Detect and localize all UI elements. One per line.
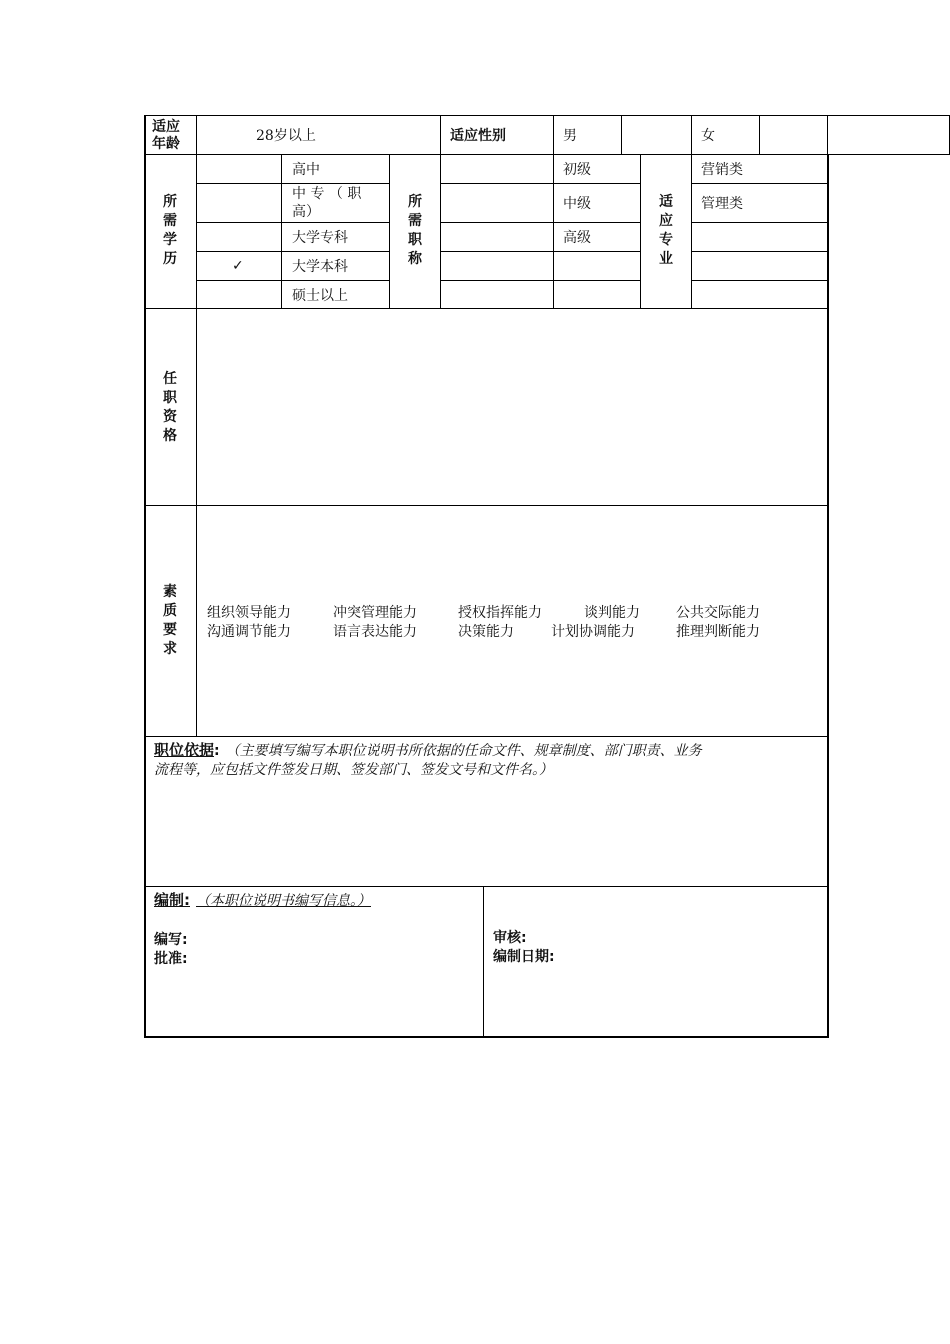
border: [691, 222, 828, 223]
border: [827, 115, 828, 155]
quality-item: 计划协调能力: [551, 624, 635, 640]
border: [691, 251, 828, 252]
border: [144, 154, 950, 155]
basis-note-1: （主要填写编写本职位说明书所依据的任命文件、规章制度、部门职责、业务: [225, 743, 702, 759]
reviewer-label: 审核:: [493, 930, 527, 946]
border: [440, 183, 641, 184]
border: [281, 154, 282, 309]
border: [144, 115, 950, 116]
compile-heading: 编制:: [154, 891, 190, 909]
border: [196, 183, 390, 184]
major-label: 适 应 专 业: [659, 194, 673, 267]
education-level: 大学专科: [292, 230, 348, 246]
quality-label: 素 质 要 求: [163, 584, 177, 657]
border: [144, 1036, 829, 1038]
border: [621, 115, 622, 155]
gender-label: 适应性别: [450, 128, 506, 144]
quality-item: 谈判能力: [584, 605, 640, 621]
approver-label: 批准:: [154, 951, 188, 967]
basis-colon: :: [214, 743, 220, 759]
border: [440, 280, 641, 281]
border: [196, 222, 390, 223]
border: [691, 183, 828, 184]
border: [759, 115, 760, 155]
basis-heading: 职位依据: [154, 741, 215, 759]
border: [483, 886, 484, 1037]
quality-item: 公共交际能力: [676, 605, 760, 621]
education-label: 所 需 学 历: [163, 194, 177, 267]
education-level: 高）: [292, 204, 320, 220]
border: [389, 154, 390, 309]
title-label: 所 需 职 称: [408, 194, 422, 267]
education-level: 高中: [292, 162, 320, 178]
age-label: 适应 年龄: [152, 119, 180, 152]
quality-item: 决策能力: [458, 624, 514, 640]
gender-female: 女: [701, 128, 715, 144]
border: [196, 115, 197, 736]
quality-item: 推理判断能力: [676, 624, 760, 640]
title-level: 高级: [563, 230, 591, 246]
border: [144, 308, 829, 309]
border: [144, 886, 829, 887]
border: [827, 154, 829, 1038]
border: [640, 154, 641, 309]
major-item: 管理类: [701, 196, 743, 212]
quality-item: 沟通调节能力: [207, 624, 291, 640]
check-mark-icon: ✓: [232, 258, 244, 274]
border: [440, 251, 641, 252]
compile-line: [154, 891, 371, 910]
education-level: 硕士以上: [292, 288, 348, 304]
compile-note: （本职位说明书编写信息。）: [196, 893, 371, 909]
title-level: 初级: [563, 162, 591, 178]
qualification-label: 任 职 资 格: [163, 371, 177, 444]
date-label: 编制日期:: [493, 949, 555, 965]
border: [691, 280, 828, 281]
writer-label: 编写:: [154, 932, 188, 948]
age-value: 28岁以上: [256, 128, 316, 144]
education-level: 大学本科: [292, 259, 348, 275]
border: [440, 222, 641, 223]
border: [144, 736, 829, 737]
major-item: 营销类: [701, 162, 743, 178]
basis-line-1: [154, 741, 702, 760]
border: [144, 505, 829, 506]
basis-note-2: 流程等，应包括文件签发日期、签发部门、签发文号和文件名。）: [154, 762, 553, 778]
border: [196, 280, 390, 281]
education-level: 中 专 （ 职: [292, 186, 362, 202]
quality-item: 冲突管理能力: [333, 605, 417, 621]
quality-item: 授权指挥能力: [458, 605, 542, 621]
quality-item: 组织领导能力: [207, 605, 291, 621]
title-level: 中级: [563, 196, 591, 212]
quality-item: 语言表达能力: [333, 624, 417, 640]
gender-male: 男: [563, 128, 577, 144]
border: [196, 251, 390, 252]
border: [144, 115, 146, 1037]
